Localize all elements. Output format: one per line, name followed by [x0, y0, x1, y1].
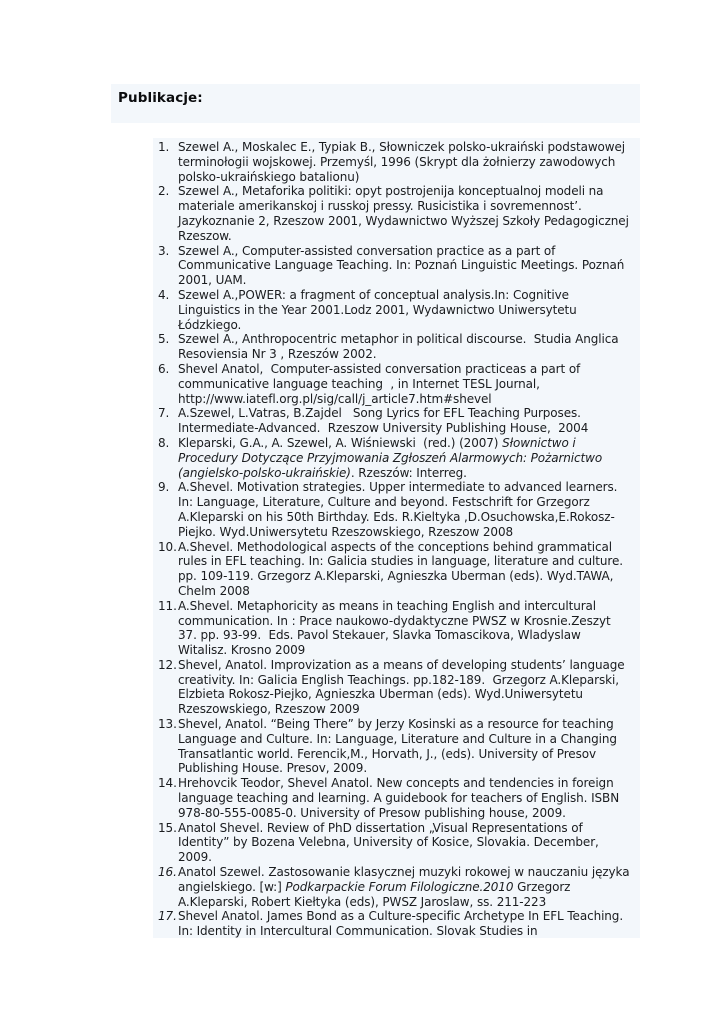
- publication-text: Szewel A.,POWER: a fragment of conceptual analysis.In: Cognitive Linguistics in the Year 2001.Lodz 2001, Wydawnictwo Uniwersytetu Łódzkiego.: [178, 287, 581, 332]
- publication-item: [158, 436, 631, 480]
- publication-text: A.Shevel. Methodological aspects of the conceptions behind grammatical rules in EFL teaching. In: Galicia studies in language, literature and culture. pp. 109-119. Grzegorz A.Kleparski, Agnieszka Uberman (eds). Wyd.TAWA, Chelm 2008: [178, 539, 627, 598]
- publication-text: Anatol Shevel. Review of PhD dissertation „Visual Representations of Identity” by Bozena Velebna, University of Kosice, Slovakia. December, 2009.: [178, 820, 603, 865]
- header-band: [111, 84, 640, 123]
- publication-text: Szewel A., Computer-assisted conversation practice as a part of Communicative Language Teaching. In: Poznań Linguistic Meetings. Poznań 2001, UAM.: [178, 243, 628, 288]
- publication-item: [158, 540, 631, 599]
- publication-number: 2.: [158, 184, 170, 199]
- publication-number: 4.: [158, 287, 170, 302]
- publication-item: [158, 140, 631, 184]
- publication-item: [158, 658, 631, 717]
- publication-item: [158, 717, 631, 776]
- page-title: Publikacje:: [118, 90, 203, 106]
- publication-text: Szewel A., Moskalec E., Typiak B., Słowniczek polsko-ukraiński podstawowej terminołogii wojskowej. Przemyśl, 1996 (Skrypt dla żołnierzy zawodowych polsko-ukraińskiego batalionu): [178, 140, 629, 184]
- publication-item: [158, 288, 631, 332]
- publication-number: 6.: [158, 361, 170, 376]
- publication-item: [158, 332, 631, 362]
- publication-text: Shevel, Anatol. “Being There” by Jerzy Kosinski as a resource for teaching Language and Culture. In: Language, Literature and Culture in a Changing Transatlantic world. Ferencik,M., Horvath, J., (eds). University of Presov Publishing House. Presov, 2009.: [178, 717, 621, 776]
- publication-item: [158, 184, 631, 243]
- publication-number: 11.: [158, 598, 177, 613]
- publication-item: [158, 244, 631, 288]
- publication-item: [158, 909, 631, 938]
- publication-number: 9.: [158, 480, 170, 495]
- publication-number: 16.: [158, 865, 177, 880]
- publication-number: 12.: [158, 657, 177, 672]
- publication-number: 17.: [158, 909, 177, 924]
- publication-text: A.Shevel. Motivation strategies. Upper intermediate to advanced learners. In: Language, Literature, Culture and beyond. Festschrift for Grzegorz A.Kleparski on his 50th Birthday. Eds. R.Kieltyka ,D.Osuchowska,E.Rokosz-Piejko. Wyd.Uniwersytetu Rzeszowskiego, Rzeszow 2008: [178, 480, 622, 539]
- publication-list: [153, 138, 640, 938]
- publication-item: [158, 776, 631, 820]
- publication-text: Szewel A., Metaforika politiki: opyt postrojenija konceptualnoj modeli na materiale amerikanskoj i russkoj pressy. Rusicistika i sovremennost’. Jazykoznanie 2, Rzeszow 2001, Wydawnictwo Wyższej Szkoły Pedagogicznej Rzeszow.: [178, 184, 633, 243]
- publication-number: 15.: [158, 820, 177, 835]
- publication-item: [158, 362, 631, 406]
- publication-text: Kleparski, G.A., A. Szewel, A. Wiśniewski (red.) (2007) Słownictwo i Procedury Dotyczące Przyjmowania Zgłoszeń Alarmowych: Pożarnictwo (angielsko-polsko-ukraińskie). Rzeszów: Interreg.: [178, 435, 606, 480]
- publication-item: [158, 865, 634, 909]
- publication-item: [158, 821, 631, 865]
- publication-text: Shevel Anatol. James Bond as a Culture-specific Archetype In EFL Teaching. In: Identity in Intercultural Communication. Slovak Studies in: [178, 909, 627, 938]
- publication-number: 8.: [158, 435, 170, 450]
- publication-text: Shevel Anatol, Computer-assisted conversation practiceas a part of communicative language teaching , in Internet TESL Journal, http://www.iatefl.org.pl/sig/call/j_article7.htm#shevel: [178, 361, 584, 406]
- publication-item: [158, 406, 631, 436]
- publication-text: A.Szewel, L.Vatras, B.Zajdel Song Lyrics for EFL Teaching Purposes. Intermediate-Advanced. Rzeszow University Publishing House, 2004: [178, 406, 589, 436]
- publication-number: 13.: [158, 717, 177, 732]
- publication-text: Shevel, Anatol. Improvization as a means of developing students’ language creativity. In: Galicia English Teachings. pp.182-189. Grzegorz A.Kleparski, Elzbieta Rokosz-Piejko, Agnieszka Uberman (eds). Wyd.Uniwersytetu Rzeszowskiego, Rzeszow 2009: [178, 657, 629, 717]
- publication-number: 1.: [158, 140, 170, 154]
- publication-number: 5.: [158, 332, 170, 347]
- publication-number: 7.: [158, 406, 170, 421]
- publication-number: 10.: [158, 539, 177, 554]
- publication-text: A.Shevel. Metaphoricity as means in teaching English and intercultural communication. In : Prace naukowo-dydaktyczne PWSZ w Krosnie.Zeszyt 37. pp. 93-99. Eds. Pavol Stekauer, Slavka Tomascikova, Wladyslaw Witalisz. Krosno 2009: [178, 598, 615, 658]
- publication-item: [158, 480, 631, 539]
- publication-item: [158, 599, 631, 658]
- publication-number: 14.: [158, 776, 177, 791]
- publication-text: Anatol Szewel. Zastosowanie klasycznej muzyki rokowej w nauczaniu języka angielskiego. [w:] Podkarpackie Forum Filologiczne.2010 Grzegorz A.Kleparski, Robert Kiełtyka (eds), PWSZ Jaroslaw, ss. 211-223: [178, 865, 634, 909]
- publication-number: 3.: [158, 243, 170, 258]
- publication-text: Szewel A., Anthropocentric metaphor in political discourse. Studia Anglica Resoviensia Nr 3 , Rzeszów 2002.: [178, 332, 623, 362]
- publication-text: Hrehovcik Teodor, Shevel Anatol. New concepts and tendencies in foreign language teaching and learning. A guidebook for teachers of English. ISBN 978-80-555-0085-0. University of Presow publishing house, 2009.: [178, 776, 623, 820]
